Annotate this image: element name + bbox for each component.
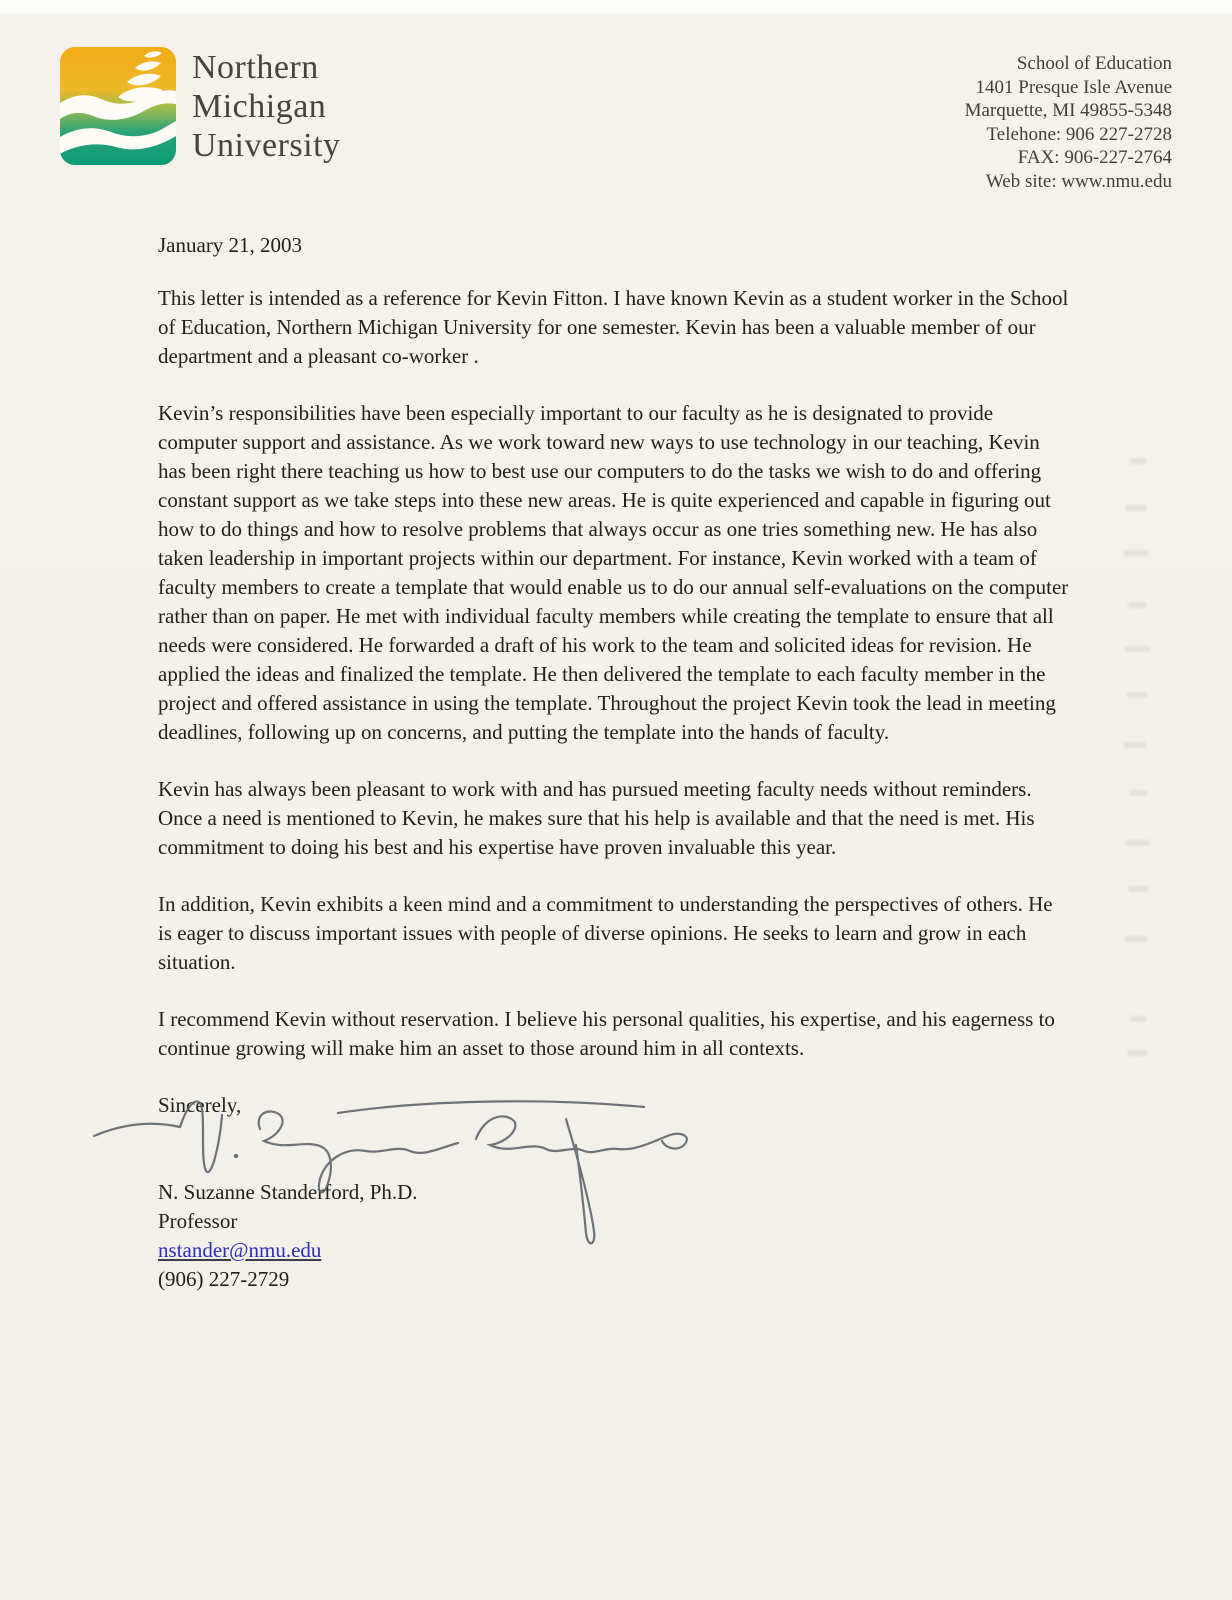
bleed-mark [1124, 742, 1146, 748]
signature-area [158, 1091, 1070, 1294]
bleed-mark [1127, 1050, 1147, 1056]
letter-date: January 21, 2003 [158, 233, 303, 257]
paragraph-recommendation: I recommend Kevin without reservation. I believe his personal qualities, his expertise, and his eagerness to continue growing will make him an asset to those around him in all contexts. [158, 1007, 1055, 1060]
nmu-wave-logo-icon [60, 47, 176, 165]
contact-website: Web site: www.nmu.edu [985, 170, 1172, 192]
bleed-mark [1130, 1016, 1146, 1022]
closing-salutation: Sincerely, [158, 1093, 242, 1117]
bleed-mark [1126, 505, 1146, 511]
bleed-mark [1128, 886, 1148, 892]
signer-phone: (906) 227-2729 [158, 1267, 290, 1291]
letterhead-contact-block [965, 52, 1172, 193]
paragraph-keen-mind: In addition, Kevin exhibits a keen mind and a commitment to understanding the perspectives of others. He is eager to discuss important issues with people of diverse opinions. He seeks to learn and grow in each situation. [158, 892, 1053, 974]
paragraph-intro: This letter is intended as a reference for Kevin Fitton. I have known Kevin as a student worker in the School of Education, Northern Michigan University for one semester. Kevin has been a valuable member of our department and a pleasant co-worker . [158, 286, 1069, 368]
bleed-mark [1130, 458, 1146, 464]
wordmark-line: University [192, 127, 341, 164]
bleed-mark [1127, 692, 1147, 698]
signer-title: Professor [158, 1209, 238, 1233]
contact-department: School of Education [1016, 53, 1172, 74]
bleed-mark [1125, 646, 1151, 652]
bleed-mark [1125, 936, 1147, 942]
signer-name: N. Suzanne Standerford, Ph.D. [158, 1180, 418, 1204]
scan-top-edge [0, 0, 1232, 13]
paragraph-responsibilities: Kevin’s responsibilities have been especially important to our faculty as he is designated to provide computer support and assistance. As we work toward new ways to use technology in our teaching, Kevin has been right there teaching us how to best use our computers to do the tasks we wish to do and offering constant support as we take steps into these new areas. He is quite experienced and capable in figuring out how to do things and how to resolve problems that always occur as one tries something new. He has also taken leadership in important projects within our department. For instance, Kevin worked with a team of faculty members to create a template that would enable us to do our annual self-evaluations on the computer rather than on paper. He met with individual faculty members while creating the template to ensure that all needs were considered. He forwarded a draft of his work to the team and solicited ideas for revision. He applied the ideas and finalized the template. He then delivered the template to each faculty member in the project and offered assistance in using the template. Throughout the project Kevin took the lead in meeting deadlines, following up on concerns, and putting the template into the hands of faculty. [158, 401, 1069, 744]
bleed-mark [1128, 602, 1146, 608]
bleed-mark [1124, 550, 1148, 556]
wordmark-line: Michigan [192, 88, 327, 125]
contact-fax: FAX: 906-227-2764 [1017, 147, 1172, 168]
contact-telephone: Telehone: 906 227-2728 [986, 123, 1172, 145]
wordmark-line: Northern [192, 49, 319, 86]
contact-street: 1401 Presque Isle Avenue [975, 76, 1172, 98]
signer-email-link[interactable]: nstander@nmu.edu [158, 1238, 322, 1262]
university-wordmark [192, 48, 341, 165]
letter-body [158, 231, 1070, 1294]
bleed-mark [1126, 840, 1150, 846]
bleed-mark [1129, 790, 1147, 796]
paragraph-pleasant: Kevin has always been pleasant to work with and has pursued meeting faculty needs without reminders. Once a need is mentioned to Kevin, he makes sure that his help is available and that the need is met. His commitment to doing his best and his expertise have proven invaluable this year. [158, 777, 1035, 859]
bleed-through-artifacts [1124, 450, 1164, 1070]
contact-city: Marquette, MI 49855-5348 [964, 100, 1172, 121]
signer-block [158, 1178, 1070, 1294]
